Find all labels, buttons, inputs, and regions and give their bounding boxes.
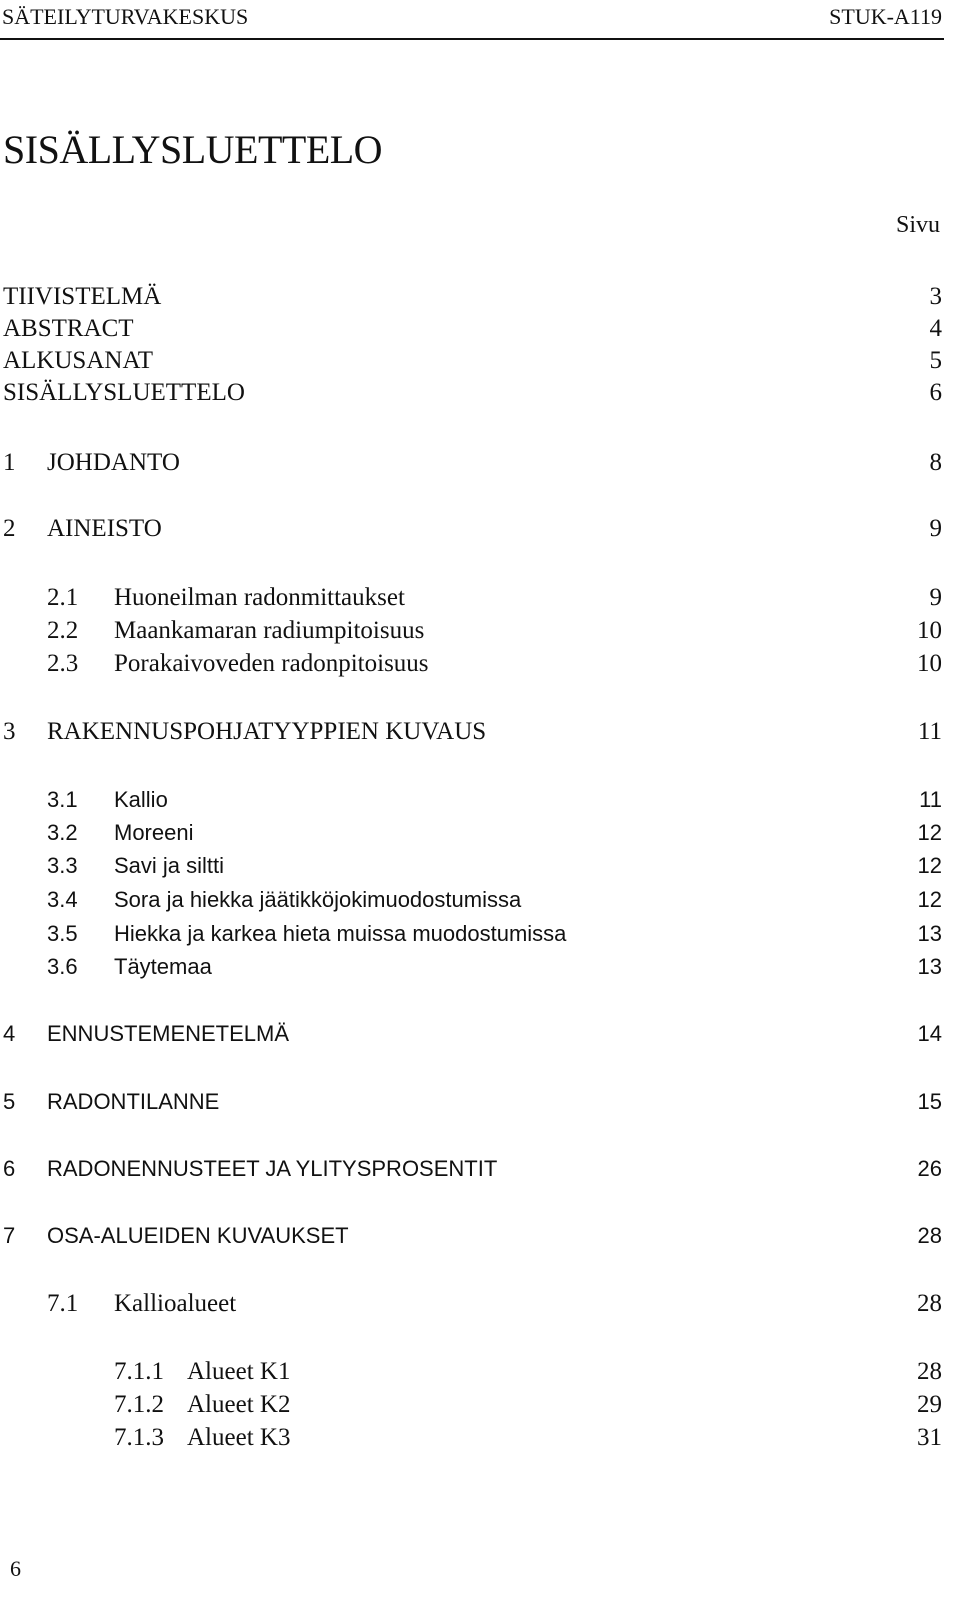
toc-entry-label: ALKUSANAT — [3, 347, 153, 374]
toc-section-number: 3.6 — [47, 954, 78, 979]
toc-chapter-label: JOHDANTO — [47, 449, 180, 476]
toc-chapter-label: RADONTILANNE — [47, 1089, 220, 1114]
toc-subsection — [0, 1356, 942, 1388]
toc-chapter-page: 9 — [929, 515, 942, 542]
toc-chapter-page: 14 — [917, 1021, 942, 1046]
page-title: SISÄLLYSLUETTELO — [3, 127, 383, 172]
toc-section-number: 2.2 — [47, 617, 79, 644]
toc-chapter — [0, 447, 942, 479]
toc-subsection-number: 7.1.3 — [114, 1424, 164, 1451]
toc-section-page: 10 — [917, 650, 942, 677]
toc-section-page: 12 — [917, 853, 942, 878]
toc-section — [0, 784, 942, 816]
toc-subsection-number: 7.1.1 — [114, 1358, 164, 1385]
toc-subsection-page: 31 — [917, 1424, 942, 1451]
toc-section — [0, 582, 942, 614]
toc-section-page: 12 — [917, 887, 942, 912]
toc-section-page: 13 — [917, 954, 942, 979]
toc-section-page: 12 — [917, 820, 942, 845]
toc-chapter-page: 15 — [917, 1089, 942, 1114]
toc-section-label: Savi ja siltti — [114, 853, 225, 878]
toc-section-label: Hiekka ja karkea hieta muissa muodostumissa — [114, 921, 567, 946]
toc-subsection — [0, 1422, 942, 1454]
toc-section — [0, 817, 942, 849]
toc-section-number: 2.1 — [47, 584, 79, 611]
toc-section-number: 3.1 — [47, 787, 78, 812]
toc-entry — [0, 313, 942, 345]
toc-chapter-number: 5 — [3, 1089, 16, 1114]
toc-section — [0, 1288, 942, 1320]
toc-section — [0, 850, 942, 882]
toc-subsection-page: 29 — [917, 1391, 942, 1418]
toc-entry-label: ABSTRACT — [3, 315, 134, 342]
toc-chapter-label: RADONENNUSTEET JA YLITYSPROSENTIT — [47, 1156, 498, 1181]
toc-chapter-number: 2 — [3, 515, 16, 542]
toc-subsection-page: 28 — [917, 1358, 942, 1385]
toc-section-label: Moreeni — [114, 820, 194, 845]
running-header-left: SÄTEILYTURVAKESKUS — [2, 4, 249, 29]
toc-chapter — [0, 1086, 942, 1118]
toc-entry — [0, 377, 942, 409]
toc-entry-page: 4 — [929, 315, 942, 342]
toc-chapter-number: 3 — [3, 718, 16, 745]
toc-section — [0, 615, 942, 647]
toc-section-number: 3.4 — [47, 887, 78, 912]
toc-section-page: 13 — [917, 921, 942, 946]
toc-entry-page: 3 — [929, 283, 942, 310]
toc-section-label: Kallio — [114, 787, 168, 812]
toc-chapter-number: 7 — [3, 1223, 16, 1248]
toc-chapter-page: 11 — [917, 718, 942, 745]
toc-chapter-number: 4 — [3, 1021, 16, 1046]
toc-chapter-page: 26 — [917, 1156, 942, 1181]
toc-section — [0, 648, 942, 680]
toc-entry-label: TIIVISTELMÄ — [3, 283, 162, 310]
toc-chapter — [0, 1018, 942, 1050]
toc-subsection-label: Alueet K1 — [187, 1358, 291, 1385]
toc-subsection-number: 7.1.2 — [114, 1391, 164, 1418]
toc-section-page: 11 — [919, 787, 942, 812]
toc-section-label: Täytemaa — [114, 954, 212, 979]
toc-section-label: Sora ja hiekka jäätikköjokimuodostumissa — [114, 887, 522, 912]
toc-chapter — [0, 716, 942, 748]
toc-chapter-label: AINEISTO — [47, 515, 162, 542]
toc-subsection — [0, 1389, 942, 1421]
toc-entry-label: SISÄLLYSLUETTELO — [3, 379, 245, 406]
toc-section — [0, 951, 942, 983]
toc-chapter-page: 28 — [917, 1223, 942, 1248]
toc-chapter — [0, 513, 942, 545]
toc-section-page: 9 — [929, 584, 942, 611]
toc-section-number: 3.3 — [47, 853, 78, 878]
toc-section-label: Porakaivoveden radonpitoisuus — [114, 650, 429, 677]
toc-section — [0, 884, 942, 916]
toc-section-page: 28 — [917, 1290, 942, 1317]
toc-section — [0, 918, 942, 950]
toc-chapter-label: OSA-ALUEIDEN KUVAUKSET — [47, 1223, 349, 1248]
toc-chapter-number: 1 — [3, 449, 16, 476]
toc-section-label: Huoneilman radonmittaukset — [114, 584, 405, 611]
toc-section-number: 3.2 — [47, 820, 78, 845]
toc-entry — [0, 345, 942, 377]
running-header-right: STUK-A119 — [829, 4, 942, 29]
toc-entry-page: 6 — [929, 379, 942, 406]
toc-subsection-label: Alueet K3 — [187, 1424, 291, 1451]
toc-chapter — [0, 1153, 942, 1185]
header-rule — [0, 38, 944, 40]
toc-entry — [0, 281, 942, 313]
toc-subsection-label: Alueet K2 — [187, 1391, 291, 1418]
page-column-label: Sivu — [895, 212, 940, 238]
toc-section-label: Maankamaran radiumpitoisuus — [114, 617, 425, 644]
page-number-footer: 6 — [10, 1556, 21, 1581]
toc-entry-page: 5 — [929, 347, 942, 374]
toc-chapter-page: 8 — [929, 449, 942, 476]
toc-section-number: 2.3 — [47, 650, 79, 677]
toc-chapter — [0, 1220, 942, 1252]
toc-section-page: 10 — [917, 617, 942, 644]
toc-chapter-number: 6 — [3, 1156, 16, 1181]
toc-section-number: 3.5 — [47, 921, 78, 946]
toc-chapter-label: ENNUSTEMENETELMÄ — [47, 1021, 290, 1046]
toc-section-number: 7.1 — [47, 1290, 79, 1317]
toc-chapter-label: RAKENNUSPOHJATYYPPIEN KUVAUS — [47, 718, 487, 745]
toc-section-label: Kallioalueet — [114, 1290, 237, 1317]
